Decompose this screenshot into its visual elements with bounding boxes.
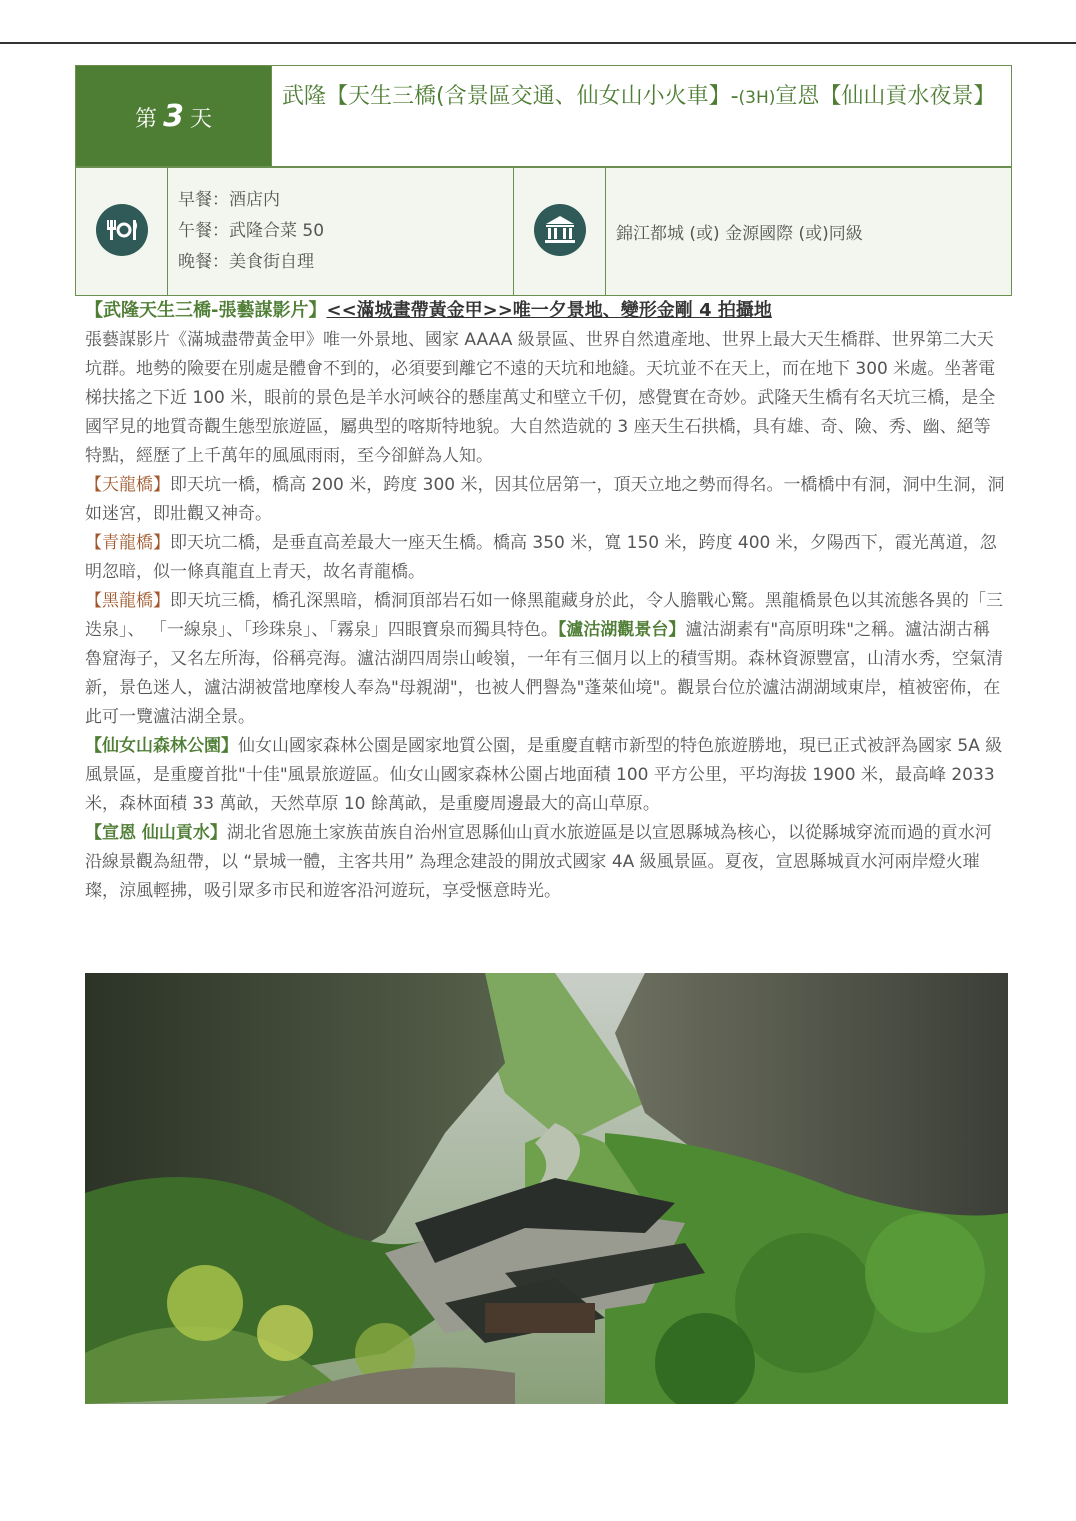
meals-cell [168,168,514,296]
day-title-duration: (3H) [738,88,776,108]
hotel-icon-cell [514,168,606,296]
section-heading-a: 【武隆天生三橋-張藝謀影片】 [85,300,327,321]
bridge-qinglong [85,529,1007,587]
fairy-mountain-tag: 【仙女山森林公園】 [85,736,238,756]
bridge-tianlong [85,471,1007,529]
xuanen-body: 湖北省恩施土家族苗族自治州宣恩縣仙山貢水旅遊區是以宣恩縣城為核心，以從縣城穿流而過的貢水河沿線景觀為紐帶，以 “景城一體，主客共用” 為理念建設的開放式國家 4A 級風景區。夏夜，宣恩縣城貢水河兩岸燈火璀璨，涼風輕拂，吸引眾多市民和遊客沿河遊玩，享受愜意時光。 [85,823,992,901]
dinner-text: 晚餐：美食街自理 [178,252,314,272]
day-prefix: 第 [135,106,158,132]
day-suffix: 天 [189,106,212,132]
section-heading [85,296,1007,326]
lugu-lake-body: 瀘沽湖素有"高原明珠"之稱。瀘沽湖古稱魯窟海子，又名左所海，俗稱亮海。瀘沽湖四周崇山峻嶺，一年有三個月以上的積雪期。森林資源豐富，山清水秀，空氣清新，景色迷人，瀘沽湖被當地摩梭人奉為"母親湖"，也被人們譽為"蓬萊仙境"。觀景台位於瀘沽湖湖域東岸，植被密佈，在此可一覽瀘沽湖全景。 [85,620,1003,727]
itinerary-content [85,296,1007,906]
breakfast-text: 早餐：酒店内 [178,190,280,210]
day-number: 3 [163,98,184,134]
bank-building-icon [534,204,586,256]
section-heading-b: <<滿城畫帶黃金甲>>唯一夕景地、變形金剛 4 拍攝地 [326,300,772,321]
day-header-table [75,65,1012,167]
day-title-part2: 宣恩【仙山貢水夜景】 [775,84,996,109]
bridge-tianlong-body: 即天坑一橋，橋高 200 米，跨度 300 米，因其位居第一，頂天立地之勢而得名。一橋橋中有洞，洞中生洞，洞如迷宮，即壯觀又神奇。 [85,475,1005,524]
day-title-part1: 武隆【天生三橋(含景區交通、仙女山小火車】- [282,84,739,109]
scenic-photo [85,973,1008,1404]
bridge-qinglong-body: 即天坑二橋，是垂直高差最大一座天生橋。橋高 350 米，寬 150 米，跨度 400 米，夕陽西下，霞光萬道，忽明忽暗，似一條真龍直上青天，故名青龍橋。 [85,533,997,582]
fairy-mountain-body: 仙女山國家森林公園是國家地質公園，是重慶直轄市新型的特色旅遊勝地，現已正式被評為國家 5A 級風景區，是重慶首批"十佳"風景旅遊區。仙女山國家森林公園占地面積 100 平方公里，平均海拔 1900 米，最高峰 2033 米，森林面積 33 萬畝，天然草原 10 餘萬畝，是重慶周邊最大的高山草原。 [85,736,1003,814]
bridge-heilong-tag: 【黑龍橋】 [85,591,170,611]
bridge-heilong-body: 即天坑三橋，橋孔深黑暗，橋洞頂部岩石如一條黑龍藏身於此，令人膽戰心驚。黑龍橋景色以其流態各異的「三迭泉」、 「一線泉」、「珍珠泉」、「霧泉」四眼寶泉而獨具特色。 [85,591,1003,640]
top-rule [0,42,1076,44]
hotel-text: 錦江都城 (或) 金源國際 (或)同級 [616,224,863,244]
day-title [272,66,1012,167]
bridge-qinglong-tag: 【青龍橋】 [85,533,170,553]
meal-icon-cell [76,168,168,296]
xuanen-tag: 【宣恩 仙山貢水】 [85,823,227,843]
section-body: 張藝謀影片《滿城盡帶黃金甲》唯一外景地、國家 AAAA 級景區、世界自然遺產地、世界上最大天生橋群、世界第二大天坑群。地勢的險要在別處是體會不到的，必須要到離它不遠的天坑和地縫。天坑並不在天上，而在地下 300 米處。坐著電梯扶搖之下近 100 米，眼前的景色是羊水河峽谷的懸崖萬丈和壁立千仞，感覺實在奇妙。武隆天生橋有名天坑三橋，是全國罕見的地質奇觀生態型旅遊區，屬典型的喀斯特地貌。大自然造就的 3 座天生石拱橋，具有雄、奇、險、秀、幽、絕等特點，經歷了上千萬年的風風雨雨，至今卻鮮為人知。 [85,330,996,466]
canyon-pavilion-image [85,973,1008,1404]
utensils-icon [96,204,148,256]
lunch-text: 午餐：武隆合菜 50 [178,221,325,241]
bridge-heilong [85,587,1007,732]
fairy-mountain-park [85,732,1007,819]
day-number-cell [76,66,272,167]
hotel-cell [606,168,1012,296]
meal-hotel-table [75,167,1012,296]
bridge-tianlong-tag: 【天龍橋】 [85,475,170,495]
xuanen-section [85,819,1007,906]
lugu-lake-tag: 【瀘沽湖觀景台】 [557,620,686,640]
